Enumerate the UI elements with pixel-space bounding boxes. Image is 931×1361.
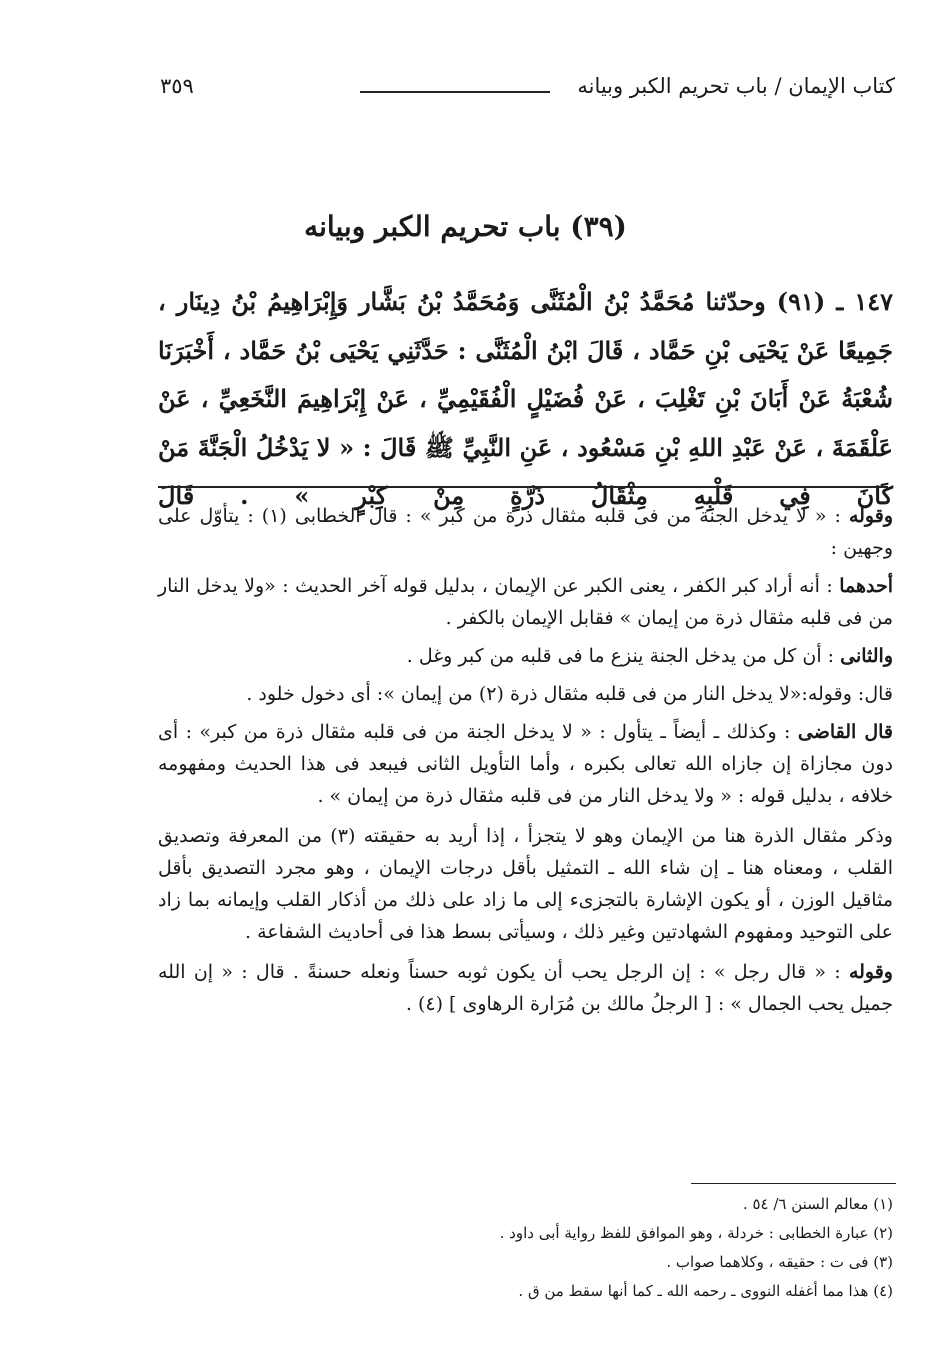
footnote: (١) معالم السنن ٦/ ٥٤ . xyxy=(742,1195,893,1213)
paragraph-text: : أن كل من يدخل الجنة ينزع ما فى قلبه من كبر وغل . xyxy=(406,645,841,667)
paragraph-text: وذكر مثقال الذرة هنا من الإيمان وهو لا يتجزأ ، إذا أريد به حقيقته (٣) من المعرفة وتصديق القلب ، ومعناه هنا ـ إن شاء الله ـ التمثيل بأقل درجات الإيمان ، وهو مجرد التصديق بأقل مثاقيل الوزن ، أو يكون الإشارة بالتجزىء إلى ما زاد على ذلك من أذكار القلب وإيمانه بما زاد على التوحيد ومفهوم الشهادتين وغير ذلك ، وسيأتى بسط هذا فى أحاديث الشفاعة . xyxy=(158,825,893,943)
footnote: (٤) هذا مما أغفله النووى ـ رحمه الله ـ كما أنها سقط من ق . xyxy=(518,1282,893,1300)
footnote-separator xyxy=(691,1183,896,1184)
page-header xyxy=(160,70,895,110)
paragraph-lead: قال القاضى xyxy=(797,721,893,743)
paragraph-lead: أحدهما xyxy=(839,575,893,597)
chapter-title: (٣٩) باب تحريم الكبر وبيانه xyxy=(304,210,627,243)
footnote: (٢) عبارة الخطابى : خردلة ، وهو الموافق للفظ رواية أبى داود . xyxy=(499,1224,893,1242)
paragraph-text: : « قال رجل » : إن الرجل يحب أن يكون ثوبه حسناً ونعله حسنةً . قال : « إن الله جميل يحب الجمال » : [ الرجلُ مالك بن مُرَارة الرهاوى ] (٤) . xyxy=(158,961,893,1015)
commentary-paragraph xyxy=(158,716,893,812)
paragraph-text: : « لا يدخل الجنة من فى قلبه مثقال ذرة من كبر » : قال الخطابى (١) : يتأوّل على وجهين : xyxy=(158,505,893,559)
paragraph-text: قال: وقوله:«لا يدخل النار من فى قلبه مثقال ذرة (٢) من إيمان »: أى دخول خلود . xyxy=(246,683,893,705)
commentary-paragraph xyxy=(158,956,893,1020)
commentary-paragraph xyxy=(158,678,893,710)
page-number: ٣٥٩ xyxy=(160,74,194,98)
commentary-paragraph xyxy=(158,500,893,564)
paragraph-lead: والثانى xyxy=(840,645,893,667)
paragraph-text: : أنه أراد كبر الكفر ، يعنى الكبر عن الإيمان ، بدليل قوله آخر الحديث : «ولا يدخل النار من فى قلبه مثقال ذرة من إيمان » فقابل الإيمان بالكفر . xyxy=(158,575,893,629)
section-separator xyxy=(158,486,888,488)
hadith-text: ١٤٧ ـ (٩١) وحدّثنا مُحَمَّدُ بْنُ الْمُثَنَّى وَمُحَمَّدُ بْنُ بَشَّار وَإِبْرَاهِيمُ بْنُ دِينَار ، جَمِيعًا عَنْ يَحْيَى بْنِ حَمَّاد ، قَالَ ابْنُ الْمُثَنَّى : حَدَّثَنِي يَحْيَى بْنُ حَمَّاد ، أَخْبَرَنَا شُعْبَةُ عَنْ أَبَانَ بْنِ تَغْلِبَ ، عَنْ فُضَيْلٍ الْفُقَيْمِيِّ ، عَنْ إِبْرَاهِيمَ النَّخَعِيِّ ، عَنْ عَلْقَمَةَ ، عَنْ عَبْدِ اللهِ بْنِ مَسْعُود ، عَنِ النَّبِيِّ ﷺ قَالَ : « لا يَدْخُلُ الْجَنَّةَ مَنْ كَانَ فِي قَلْبِهِ مِثْقَالُ ذَرَّةٍ مِنْ كِبْرٍ » . قَالَ xyxy=(158,287,893,510)
header-rule xyxy=(360,91,550,93)
hadith-text-block xyxy=(158,278,893,521)
footnotes xyxy=(158,1190,893,1306)
paragraph-lead: وقوله xyxy=(848,505,894,527)
footnote: (٣) فى ت : حقيقه ، وكلاهما صواب . xyxy=(666,1253,893,1271)
paragraph-text: : وكذلك ـ أيضاً ـ يتأول : « لا يدخل الجنة من فى قلبه مثقال ذرة من كبر» : أى دون مجازاة إن جازاه الله تعالى بكبره ، وأما التأويل الثانى فيبعد فى هذا الحديث ومفهومه خلافه ، بدليل قوله : « ولا يدخل النار من فى قلبه مثقال ذرة من إيمان » . xyxy=(158,721,893,807)
commentary-paragraph xyxy=(158,570,893,634)
running-title: كتاب الإيمان / باب تحريم الكبر وبيانه xyxy=(577,74,895,98)
paragraph-lead: وقوله xyxy=(848,961,893,983)
commentary-paragraph xyxy=(158,640,893,672)
commentary-paragraph xyxy=(158,820,893,948)
commentary-block xyxy=(158,500,893,1026)
